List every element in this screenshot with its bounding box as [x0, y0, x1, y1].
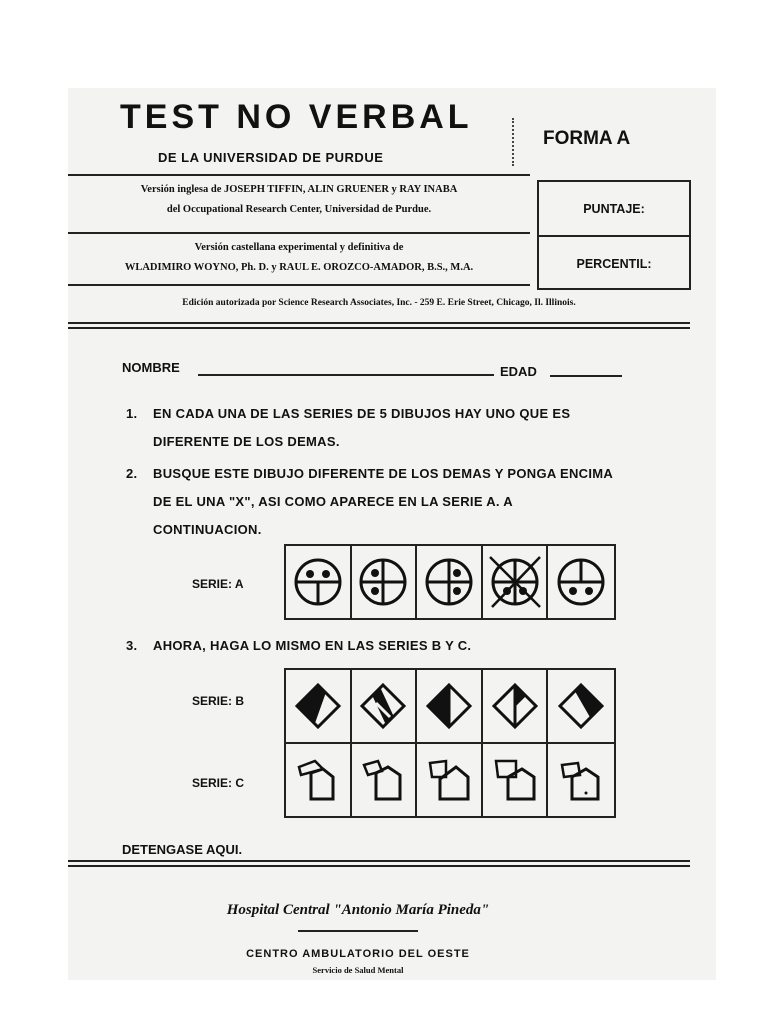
instruction-number: 2.: [126, 466, 138, 481]
house-shape-icon: [358, 755, 408, 805]
circle-cross-dots-x-icon: [488, 555, 542, 609]
percentil-cell[interactable]: PERCENTIL:: [539, 235, 689, 290]
serie-c-item[interactable]: [483, 744, 549, 816]
page-title: TEST NO VERBAL: [120, 98, 473, 136]
instruction-text: BUSQUE ESTE DIBUJO DIFERENTE DE LOS DEMAS Y PONGA ENCIMA DE EL UNA "X", ASI COMO APARECE EN LA SERIE A. A CONTINUACION.: [153, 466, 613, 537]
serie-a-item-marked[interactable]: [483, 546, 549, 618]
diamond-shaded-icon: [556, 681, 606, 731]
diamond-shaded-icon: [358, 681, 408, 731]
credit-english-1: Versión inglesa de JOSEPH TIFFIN, ALIN GRUENER y RAY INABA: [140, 184, 458, 195]
serie-c-item[interactable]: [548, 744, 614, 816]
diamond-shaded-icon: [424, 681, 474, 731]
diamond-outline-icon: [490, 681, 540, 731]
serie-a-item[interactable]: [548, 546, 614, 618]
serie-a-item[interactable]: [352, 546, 418, 618]
instruction-number: 1.: [126, 406, 138, 421]
divider-line: [68, 232, 530, 234]
serie-a-item[interactable]: [417, 546, 483, 618]
form-label: FORMA A: [543, 128, 631, 149]
serie-a-grid: [284, 544, 616, 620]
serie-b-label: SERIE: B: [192, 694, 245, 708]
serie-a-label: SERIE: A: [192, 577, 244, 591]
instruction-text: EN CADA UNA DE LAS SERIES DE 5 DIBUJOS HAY UNO QUE ES DIFERENTE DE LOS DEMAS.: [153, 406, 571, 449]
stop-text: DETENGASE AQUI.: [122, 842, 243, 857]
serie-b-item[interactable]: [417, 670, 483, 742]
serie-c-item[interactable]: [286, 744, 352, 816]
circle-cross-dots-icon: [356, 555, 410, 609]
instruction-3: [126, 632, 626, 660]
divider-line: [68, 865, 690, 867]
serie-b-item[interactable]: [286, 670, 352, 742]
serie-b-item[interactable]: [548, 670, 614, 742]
header-divider: [512, 118, 514, 166]
instruction-number: 3.: [126, 638, 138, 653]
serie-b-row: [286, 670, 614, 744]
page-subtitle: DE LA UNIVERSIDAD DE PURDUE: [158, 150, 384, 165]
serie-b-item[interactable]: [352, 670, 418, 742]
serie-c-label: SERIE: C: [192, 776, 245, 790]
edition-note: Edición autorizada por Science Research Associates, Inc. - 259 E. Erie Street, Chicago, Il. Illinois.: [182, 298, 576, 308]
serie-c-item[interactable]: [417, 744, 483, 816]
divider-line: [68, 284, 530, 286]
serie-a-item[interactable]: [286, 546, 352, 618]
instruction-1: [126, 400, 626, 460]
serie-c-item[interactable]: [352, 744, 418, 816]
credit-spanish-1: Versión castellana experimental y definitiva de: [194, 242, 404, 253]
serie-bc-grid: [284, 668, 616, 818]
divider-line: [68, 327, 690, 329]
serie-b-item[interactable]: [483, 670, 549, 742]
score-box: [537, 180, 691, 290]
credit-spanish-2: WLADIMIRO WOYNO, Ph. D. y RAUL E. OROZCO-AMADOR, B.S., M.A.: [124, 262, 474, 273]
nombre-field[interactable]: [198, 374, 494, 376]
test-sheet: [68, 88, 716, 980]
puntaje-cell[interactable]: PUNTAJE:: [583, 201, 645, 216]
servicio-name: Servicio de Salud Mental: [312, 965, 404, 975]
circle-cross-dots-icon: [422, 555, 476, 609]
house-shape-icon: [556, 755, 606, 805]
house-shape-icon: [424, 755, 474, 805]
nombre-label: NOMBRE: [122, 360, 180, 375]
credit-english-2: del Occupational Research Center, Universidad de Purdue.: [166, 204, 432, 215]
instruction-text: AHORA, HAGA LO MISMO EN LAS SERIES B Y C.: [153, 638, 472, 653]
edad-label: EDAD: [500, 364, 537, 379]
instruction-2: [126, 460, 626, 546]
footer-divider: [298, 930, 418, 932]
divider-line: [68, 174, 530, 176]
edad-field[interactable]: [550, 375, 622, 377]
house-shape-icon: [293, 755, 343, 805]
divider-line: [68, 322, 690, 324]
circle-cross-dots-icon: [554, 555, 608, 609]
centro-name: CENTRO AMBULATORIO DEL OESTE: [246, 948, 470, 960]
divider-line: [68, 860, 690, 862]
hospital-name: Hospital Central "Antonio María Pineda": [226, 902, 490, 918]
circle-cross-dots-icon: [291, 555, 345, 609]
diamond-shaded-icon: [293, 681, 343, 731]
serie-c-row: [286, 744, 614, 816]
house-shape-icon: [490, 755, 540, 805]
